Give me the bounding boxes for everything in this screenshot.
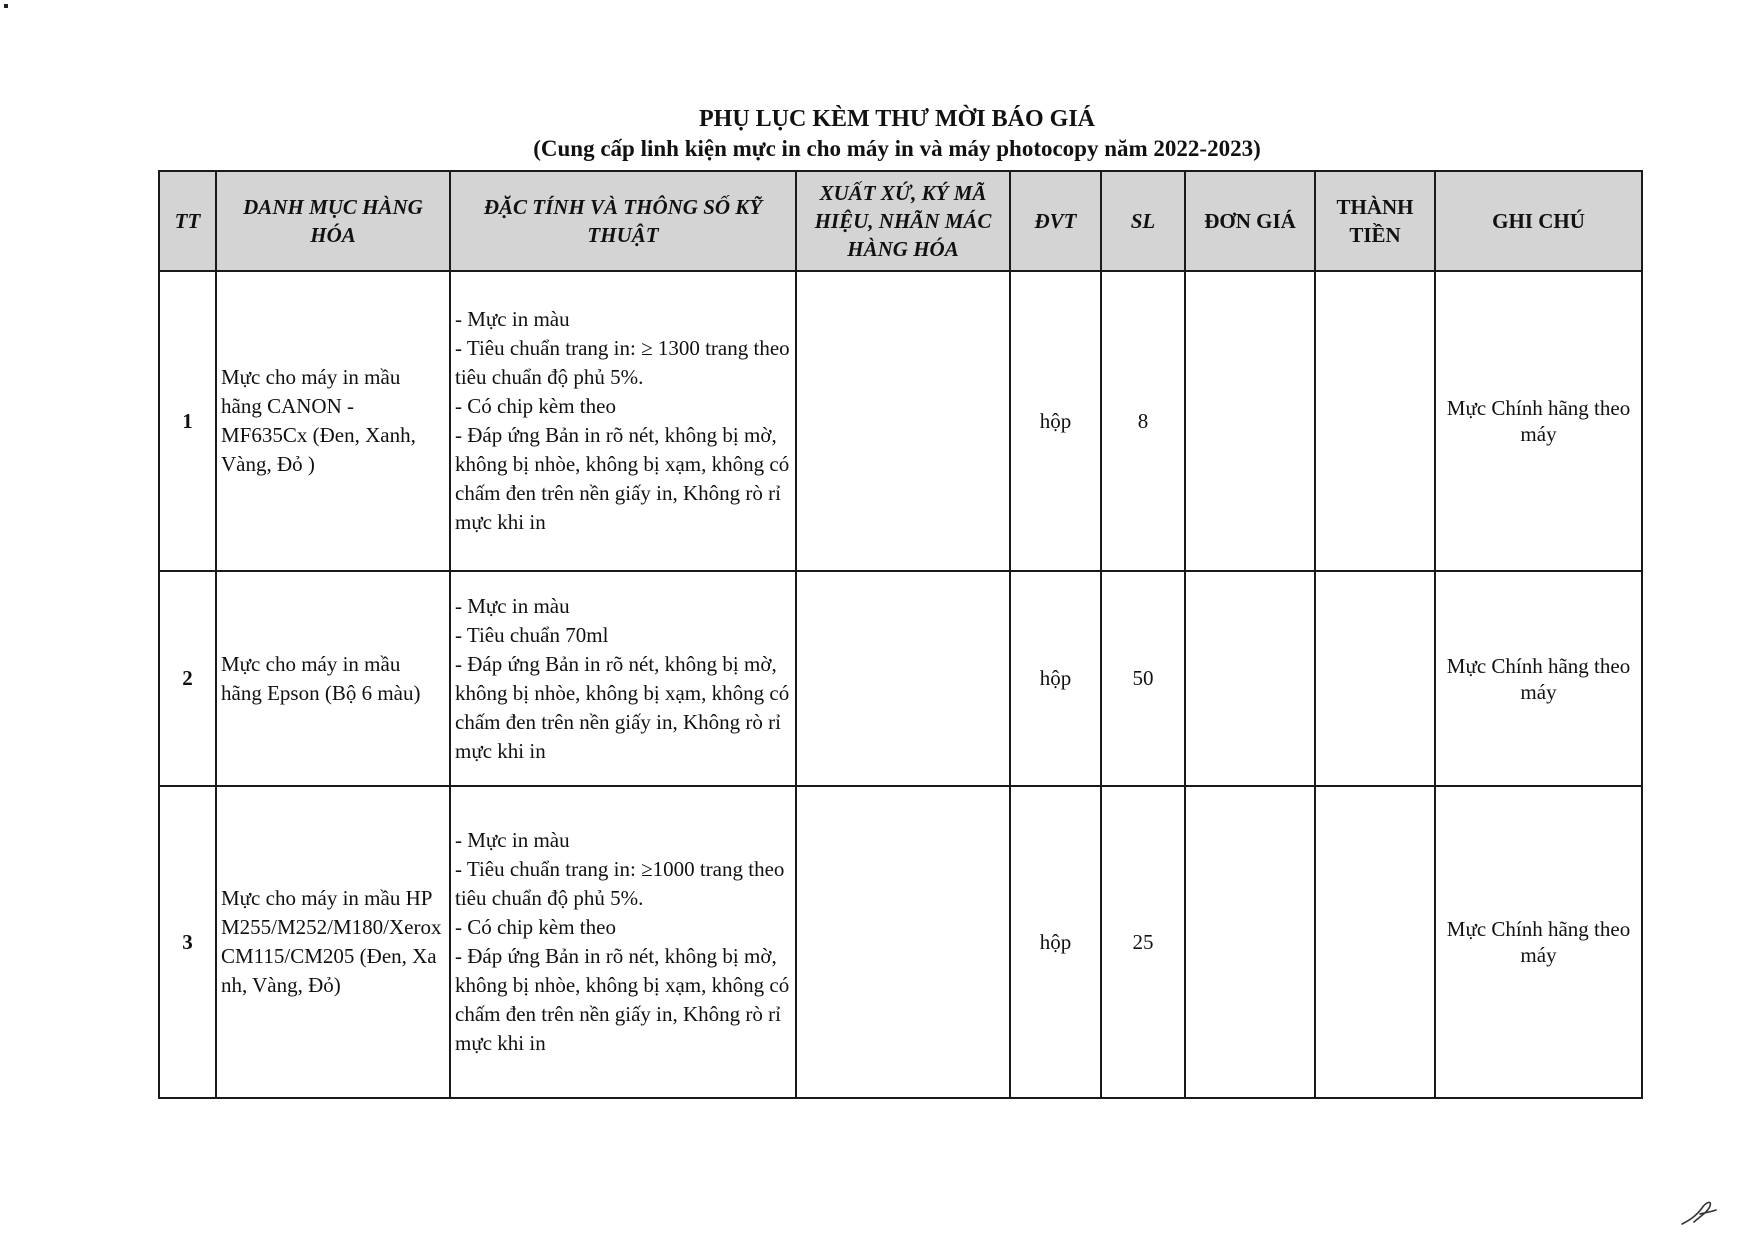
header-origin: XUẤT XỨ, KÝ MÃ HIỆU, NHÃN MÁC HÀNG HÓA [796, 171, 1010, 271]
item-spec [450, 571, 796, 786]
item-price [1185, 571, 1315, 786]
spec-line: - Mực in màu [455, 593, 570, 618]
item-origin [796, 786, 1010, 1098]
item-note: Mực Chính hãng theo máy [1435, 271, 1642, 571]
spec-line: - Có chip kèm theo [455, 915, 616, 939]
item-name: Mực cho máy in mầu hãng CANON - MF635Cx (Đen, Xanh, Vàng, Đỏ ) [216, 271, 450, 571]
header-note: GHI CHÚ [1435, 171, 1642, 271]
header-tt: TT [159, 171, 216, 271]
table-row [159, 271, 1642, 571]
document-title: PHỤ LỤC KÈM THƯ MỜI BÁO GIÁ [698, 106, 1095, 132]
spec-line: - Mực in màu [455, 828, 570, 852]
initials-signature [1676, 1196, 1720, 1228]
header-item: DANH MỤC HÀNG HÓA [216, 171, 450, 271]
item-spec [450, 786, 796, 1098]
row-number: 3 [159, 786, 216, 1098]
item-spec [450, 271, 796, 571]
item-note: Mực Chính hãng theo máy [1435, 571, 1642, 786]
spec-line: - Mực in màu [455, 307, 570, 331]
table-row [159, 786, 1642, 1098]
header-price: ĐƠN GIÁ [1185, 171, 1315, 271]
spec-line: - Tiêu chuẩn 70ml [455, 622, 609, 647]
item-unit: hộp [1010, 786, 1101, 1098]
spec-line: - Tiêu chuẩn trang in: ≥1000 trang theo tiêu chuẩn độ phủ 5%. [455, 857, 785, 910]
title-block [0, 104, 1754, 164]
table-header-row [159, 171, 1642, 271]
item-origin [796, 271, 1010, 571]
item-unit: hộp [1010, 571, 1101, 786]
document-subtitle: (Cung cấp linh kiện mực in cho máy in và máy photocopy năm 2022-2023) [533, 136, 1261, 161]
item-qty: 25 [1101, 786, 1185, 1098]
row-number: 1 [159, 271, 216, 571]
table-row [159, 571, 1642, 786]
item-name: Mực cho máy in mầu HPM255/M252/M180/XeroxCM115/CM205 (Đen, Xanh, Vàng, Đỏ) [216, 786, 450, 1098]
spec-line: - Đáp ứng Bản in rõ nét, không bị mờ, không bị nhòe, không bị xạm, không có chấm đen trên nền giấy in, Không rò rỉ mực khi in [455, 944, 790, 1055]
item-name: Mực cho máy in mầu hãng Epson (Bộ 6 màu) [216, 571, 450, 786]
scan-mark [4, 4, 8, 8]
item-note: Mực Chính hãng theo máy [1435, 786, 1642, 1098]
item-price [1185, 271, 1315, 571]
spec-line: - Đáp ứng Bản in rõ nét, không bị mờ, không bị nhòe, không bị xạm, không có chấm đen trên nền giấy in, Không rò rỉ mực khi in [455, 651, 790, 763]
item-origin [796, 571, 1010, 786]
item-price [1185, 786, 1315, 1098]
item-unit: hộp [1010, 271, 1101, 571]
header-qty: SL [1101, 171, 1185, 271]
header-total: THÀNH TIỀN [1315, 171, 1435, 271]
quotation-table [158, 170, 1643, 1099]
item-qty: 50 [1101, 571, 1185, 786]
item-qty: 8 [1101, 271, 1185, 571]
row-number: 2 [159, 571, 216, 786]
item-total [1315, 271, 1435, 571]
item-total [1315, 786, 1435, 1098]
header-unit: ĐVT [1010, 171, 1101, 271]
spec-line: - Đáp ứng Bản in rõ nét, không bị mờ, không bị nhòe, không bị xạm, không có chấm đen trên nền giấy in, Không rò rỉ mực khi in [455, 423, 790, 534]
item-total [1315, 571, 1435, 786]
spec-line: - Có chip kèm theo [455, 394, 616, 418]
spec-line: - Tiêu chuẩn trang in: ≥ 1300 trang theo tiêu chuẩn độ phủ 5%. [455, 336, 790, 389]
header-spec: ĐẶC TÍNH VÀ THÔNG SỐ KỸ THUẬT [450, 171, 796, 271]
